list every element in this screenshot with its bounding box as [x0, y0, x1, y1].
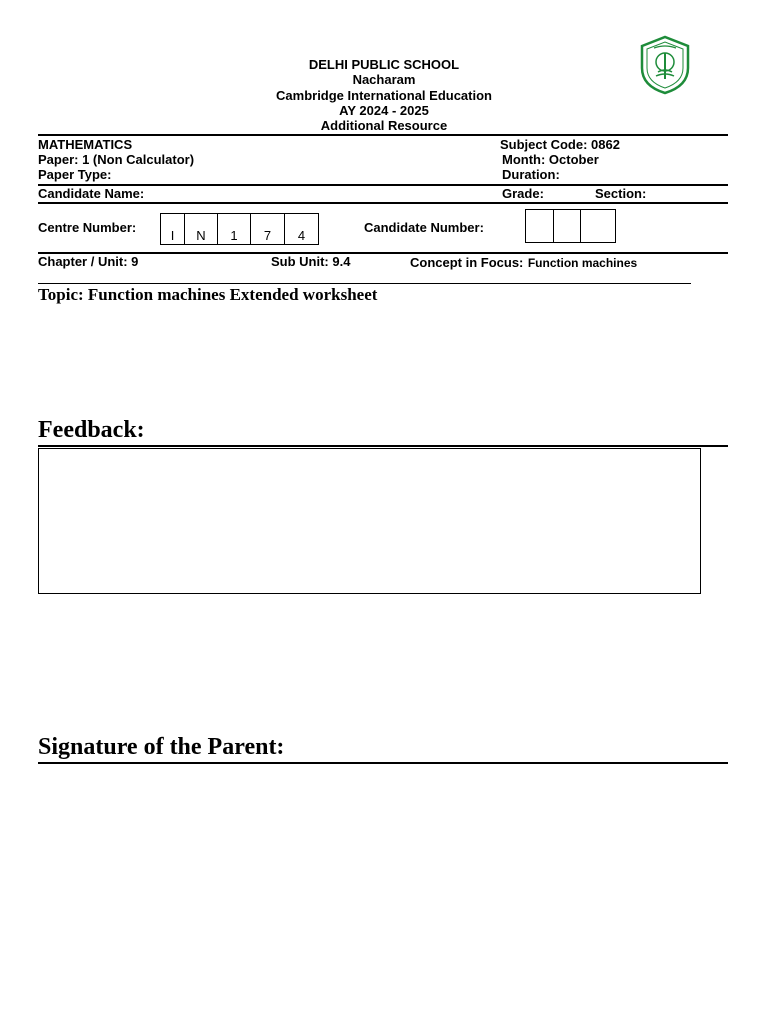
school-crest-icon: [636, 34, 694, 96]
unit-underline: [38, 283, 691, 284]
section-field[interactable]: Section:: [595, 186, 647, 201]
subject-label: MATHEMATICS: [38, 137, 133, 152]
candidate-number-cell[interactable]: [580, 209, 616, 243]
feedback-underline: [38, 445, 728, 447]
candidate-number-cell[interactable]: [553, 209, 581, 243]
concept-label: Concept in Focus:: [410, 255, 524, 270]
signature-line[interactable]: [38, 762, 728, 764]
candidate-name-field[interactable]: Candidate Name:: [38, 186, 145, 201]
candidate-divider: [38, 202, 728, 204]
centre-number-label: Centre Number:: [38, 220, 137, 235]
feedback-box[interactable]: [38, 448, 701, 594]
centre-number-cell: N: [184, 213, 218, 245]
month-label: Month: October: [502, 152, 599, 167]
subject-code: Subject Code: 0862: [500, 137, 620, 152]
paper-type-label: Paper Type:: [38, 167, 112, 182]
feedback-title: Feedback:: [38, 417, 145, 443]
centre-number-cell: 4: [284, 213, 319, 245]
header-divider: [38, 134, 728, 136]
duration-label: Duration:: [502, 167, 560, 182]
centre-number-cell: 7: [250, 213, 285, 245]
resource-type: Additional Resource: [320, 118, 448, 133]
chapter-label: Chapter / Unit: 9: [38, 254, 139, 269]
centre-number-cell: 1: [217, 213, 251, 245]
concept-value: Function machines: [527, 256, 638, 270]
sub-unit-label: Sub Unit: 9.4: [271, 254, 351, 269]
signature-title: Signature of the Parent:: [38, 734, 285, 760]
topic-title: Topic: Function machines Extended worksheet: [38, 285, 378, 304]
grade-field[interactable]: Grade:: [502, 186, 544, 201]
board-name: Cambridge International Education: [276, 88, 492, 103]
concept-in-focus: [410, 254, 637, 272]
paper-label: Paper: 1 (Non Calculator): [38, 152, 195, 167]
school-branch: Nacharam: [352, 72, 416, 87]
centre-number-cell: I: [160, 213, 185, 245]
candidate-number-label: Candidate Number:: [364, 220, 484, 235]
academic-year: AY 2024 - 2025: [339, 103, 429, 118]
candidate-number-cell[interactable]: [525, 209, 554, 243]
school-name: DELHI PUBLIC SCHOOL: [308, 57, 460, 72]
